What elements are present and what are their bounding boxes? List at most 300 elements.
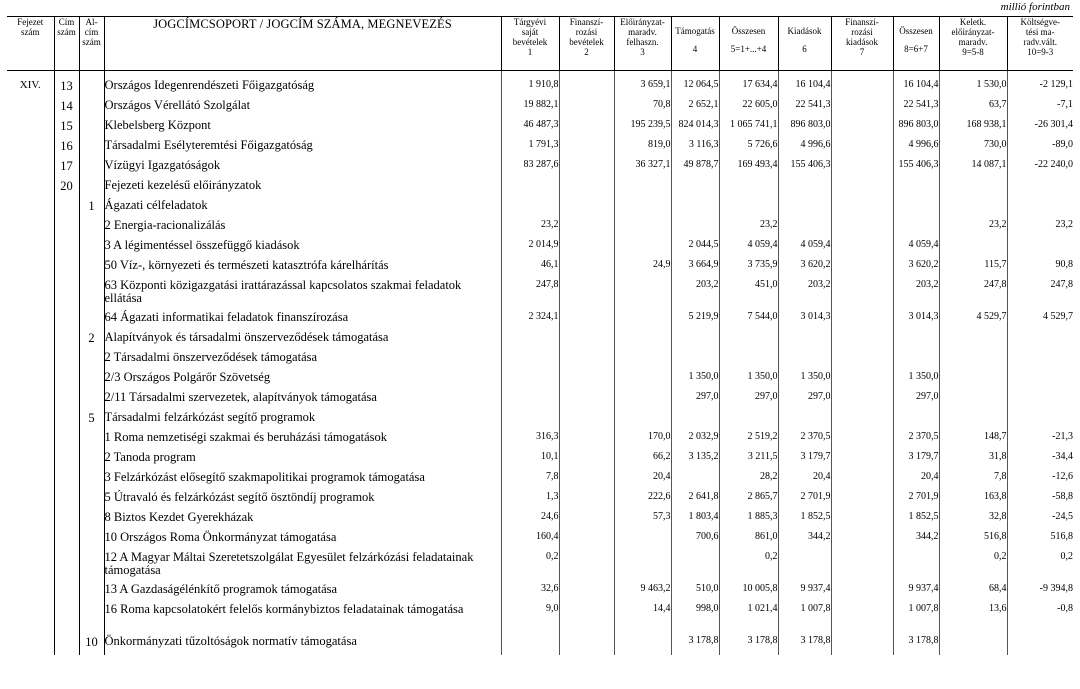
header-fejezet: Fejezet szám (7, 17, 54, 71)
value-col-4: 3 178,8 (671, 635, 719, 655)
value-col-10: -7,1 (1007, 99, 1073, 119)
value-col-5: 1 065 741,1 (719, 119, 778, 139)
table-row (7, 119, 1073, 139)
value-col-5: 22 605,0 (719, 99, 778, 119)
value-col-9: 23,2 (939, 219, 1007, 239)
value-col-5: 861,0 (719, 531, 778, 551)
value-col-4: 2 641,8 (671, 491, 719, 511)
jogcim-name: 2 Társadalmi önszerveződések támogatása (104, 351, 501, 371)
value-col-3: 70,8 (614, 99, 671, 119)
table-row (7, 583, 1073, 603)
value-col-1: 1 791,3 (501, 139, 559, 159)
fejezet-cell (7, 279, 54, 311)
value-col-9 (939, 411, 1007, 431)
value-col-9: 13,6 (939, 603, 1007, 635)
value-col-2 (559, 371, 614, 391)
value-col-9: 4 529,7 (939, 311, 1007, 331)
value-col-2 (559, 431, 614, 451)
value-col-3 (614, 371, 671, 391)
value-col-1: 0,2 (501, 551, 559, 583)
value-col-2 (559, 311, 614, 331)
fejezet-cell (7, 371, 54, 391)
value-col-5: 28,2 (719, 471, 778, 491)
value-col-6: 3 014,3 (778, 311, 831, 331)
cim-cell (54, 431, 79, 451)
value-col-1: 23,2 (501, 219, 559, 239)
value-col-7 (831, 279, 893, 311)
value-col-4: 12 064,5 (671, 79, 719, 99)
fejezet-cell (7, 391, 54, 411)
jogcim-name: Társadalmi Esélyteremtési Főigazgatóság (104, 139, 501, 159)
fejezet-cell (7, 635, 54, 655)
cim-cell (54, 551, 79, 583)
value-col-6: 896 803,0 (778, 119, 831, 139)
table-row (7, 239, 1073, 259)
jogcim-name: Társadalmi felzárkózást segítő programok (104, 411, 501, 431)
value-col-4 (671, 351, 719, 371)
alcim-cell (79, 219, 104, 239)
alcim-cell (79, 159, 104, 179)
value-col-4 (671, 411, 719, 431)
jogcim-name: 50 Víz-, környezeti és természeti katasztrófa kárelhárítás (104, 259, 501, 279)
value-col-1: 9,0 (501, 603, 559, 635)
value-col-1: 2 324,1 (501, 311, 559, 331)
value-col-10: -24,5 (1007, 511, 1073, 531)
value-col-9: 31,8 (939, 451, 1007, 471)
value-col-8: 896 803,0 (893, 119, 939, 139)
value-col-10: -58,8 (1007, 491, 1073, 511)
alcim-cell (79, 351, 104, 371)
value-col-7 (831, 583, 893, 603)
value-col-10 (1007, 351, 1073, 371)
value-col-2 (559, 551, 614, 583)
value-col-5: 297,0 (719, 391, 778, 411)
value-col-10 (1007, 411, 1073, 431)
value-col-10 (1007, 331, 1073, 351)
value-col-5: 451,0 (719, 279, 778, 311)
value-col-6: 22 541,3 (778, 99, 831, 119)
value-col-2 (559, 411, 614, 431)
value-col-8: 4 059,4 (893, 239, 939, 259)
value-col-7 (831, 431, 893, 451)
value-col-9 (939, 351, 1007, 371)
value-col-7 (831, 159, 893, 179)
value-col-10: 23,2 (1007, 219, 1073, 239)
cim-cell (54, 635, 79, 655)
jogcim-name: Fejezeti kezelésű előirányzatok (104, 179, 501, 199)
value-col-10: -21,3 (1007, 431, 1073, 451)
value-col-4: 3 116,3 (671, 139, 719, 159)
value-col-2 (559, 603, 614, 635)
value-col-8: 155 406,3 (893, 159, 939, 179)
jogcim-name: 13 A Gazdaságélénkítő programok támogatása (104, 583, 501, 603)
jogcim-name: 63 Központi közigazgatási irattárazással kapcsolatos szakmai feladatok ellátása (104, 279, 501, 311)
value-col-1 (501, 371, 559, 391)
table-row (7, 159, 1073, 179)
value-col-1: 10,1 (501, 451, 559, 471)
value-col-3 (614, 351, 671, 371)
jogcim-name: Országos Vérellátó Szolgálat (104, 99, 501, 119)
fejezet-cell (7, 411, 54, 431)
header-col-10: Költségve- tési ma- radv.vált. 10=9-3 (1007, 17, 1073, 71)
alcim-cell: 5 (79, 411, 104, 431)
value-col-5: 3 735,9 (719, 259, 778, 279)
table-row (7, 411, 1073, 431)
cim-cell: 13 (54, 79, 79, 99)
value-col-6: 1 007,8 (778, 603, 831, 635)
value-col-9 (939, 239, 1007, 259)
fejezet-cell (7, 139, 54, 159)
value-col-6: 3 178,8 (778, 635, 831, 655)
value-col-9 (939, 331, 1007, 351)
fejezet-cell (7, 331, 54, 351)
fejezet-cell (7, 219, 54, 239)
value-col-8: 16 104,4 (893, 79, 939, 99)
value-col-3 (614, 531, 671, 551)
value-col-7 (831, 411, 893, 431)
value-col-10 (1007, 179, 1073, 199)
value-col-5 (719, 179, 778, 199)
header-col-2: Finanszí- rozási bevételek 2 (559, 17, 614, 71)
alcim-cell (79, 531, 104, 551)
value-col-2 (559, 219, 614, 239)
value-col-8: 4 996,6 (893, 139, 939, 159)
value-col-5: 3 178,8 (719, 635, 778, 655)
fejezet-cell: XIV. (19, 79, 41, 91)
alcim-cell (79, 603, 104, 635)
value-col-8 (893, 199, 939, 219)
value-col-3 (614, 179, 671, 199)
cim-cell (54, 603, 79, 635)
value-col-2 (559, 99, 614, 119)
value-col-1: 160,4 (501, 531, 559, 551)
jogcim-name: 2/11 Társadalmi szervezetek, alapítványok támogatása (104, 391, 501, 411)
value-col-4: 998,0 (671, 603, 719, 635)
value-col-3: 14,4 (614, 603, 671, 635)
value-col-3: 195 239,5 (614, 119, 671, 139)
value-col-4: 700,6 (671, 531, 719, 551)
value-col-10 (1007, 199, 1073, 219)
fejezet-cell (7, 119, 54, 139)
value-col-6: 20,4 (778, 471, 831, 491)
cim-cell (54, 583, 79, 603)
alcim-cell: 10 (79, 635, 104, 655)
value-col-3 (614, 279, 671, 311)
value-col-2 (559, 635, 614, 655)
value-col-9 (939, 199, 1007, 219)
value-col-4 (671, 471, 719, 491)
value-col-8: 22 541,3 (893, 99, 939, 119)
cim-cell: 20 (54, 179, 79, 199)
value-col-10: -34,4 (1007, 451, 1073, 471)
table-row (7, 603, 1073, 635)
value-col-8: 344,2 (893, 531, 939, 551)
value-col-3: 66,2 (614, 451, 671, 471)
value-col-10 (1007, 371, 1073, 391)
jogcim-name: Ágazati célfeladatok (104, 199, 501, 219)
value-col-6 (778, 219, 831, 239)
jogcim-name: 1 Roma nemzetiségi szakmai és beruházási támogatások (104, 431, 501, 451)
value-col-5: 7 544,0 (719, 311, 778, 331)
value-col-1 (501, 351, 559, 371)
value-col-10: 0,2 (1007, 551, 1073, 583)
cim-cell: 17 (54, 159, 79, 179)
alcim-cell (79, 491, 104, 511)
table-row (7, 491, 1073, 511)
table-row (7, 331, 1073, 351)
value-col-7 (831, 351, 893, 371)
table-row (7, 451, 1073, 471)
value-col-10: 90,8 (1007, 259, 1073, 279)
table-row (7, 179, 1073, 199)
value-col-8: 9 937,4 (893, 583, 939, 603)
table-row (7, 371, 1073, 391)
value-col-5: 23,2 (719, 219, 778, 239)
cim-cell (54, 331, 79, 351)
value-col-8 (893, 351, 939, 371)
jogcim-name: 5 Útravaló és felzárkózást segítő ösztöndíj programok (104, 491, 501, 511)
header-row (7, 17, 1073, 71)
value-col-3 (614, 411, 671, 431)
value-col-8: 1 007,8 (893, 603, 939, 635)
value-col-10: 4 529,7 (1007, 311, 1073, 331)
alcim-cell (79, 179, 104, 199)
value-col-5: 2 519,2 (719, 431, 778, 451)
value-col-5: 169 493,4 (719, 159, 778, 179)
value-col-4: 824 014,3 (671, 119, 719, 139)
table-row (7, 279, 1073, 311)
fejezet-cell (7, 311, 54, 331)
jogcim-name: 3 A légimentéssel összefüggő kiadások (104, 239, 501, 259)
value-col-7 (831, 471, 893, 491)
value-col-2 (559, 391, 614, 411)
value-col-1 (501, 331, 559, 351)
value-col-6: 4 996,6 (778, 139, 831, 159)
value-col-6: 1 350,0 (778, 371, 831, 391)
value-col-8: 2 701,9 (893, 491, 939, 511)
value-col-7 (831, 99, 893, 119)
alcim-cell (79, 471, 104, 491)
value-col-5: 17 634,4 (719, 79, 778, 99)
cim-cell (54, 351, 79, 371)
value-col-6: 16 104,4 (778, 79, 831, 99)
value-col-6 (778, 351, 831, 371)
table-row (7, 259, 1073, 279)
value-col-8: 297,0 (893, 391, 939, 411)
value-col-2 (559, 279, 614, 311)
value-col-3 (614, 551, 671, 583)
value-col-7 (831, 199, 893, 219)
value-col-7 (831, 603, 893, 635)
cim-cell: 15 (54, 119, 79, 139)
cim-cell: 16 (54, 139, 79, 159)
value-col-9: 1 530,0 (939, 79, 1007, 99)
value-col-6: 3 620,2 (778, 259, 831, 279)
table-row (7, 139, 1073, 159)
value-col-1 (501, 411, 559, 431)
value-col-6: 297,0 (778, 391, 831, 411)
alcim-cell (79, 139, 104, 159)
cim-cell (54, 471, 79, 491)
value-col-9: 7,8 (939, 471, 1007, 491)
value-col-7 (831, 239, 893, 259)
value-col-4: 5 219,9 (671, 311, 719, 331)
table-row (7, 635, 1073, 655)
value-col-9: 115,7 (939, 259, 1007, 279)
fejezet-cell (7, 351, 54, 371)
value-col-6 (778, 551, 831, 583)
value-col-3: 9 463,2 (614, 583, 671, 603)
cim-cell (54, 491, 79, 511)
value-col-5 (719, 351, 778, 371)
cim-cell (54, 411, 79, 431)
fejezet-cell (7, 239, 54, 259)
value-col-9: 168 938,1 (939, 119, 1007, 139)
value-col-10: -26 301,4 (1007, 119, 1073, 139)
value-col-2 (559, 511, 614, 531)
value-col-9 (939, 179, 1007, 199)
value-col-8: 1 852,5 (893, 511, 939, 531)
value-col-3: 57,3 (614, 511, 671, 531)
value-col-3 (614, 635, 671, 655)
header-col-4: Támogatás 4 (671, 17, 719, 71)
header-title: JOGCÍMCSOPORT / JOGCÍM SZÁMA, MEGNEVEZÉS (104, 17, 501, 71)
value-col-3: 36 327,1 (614, 159, 671, 179)
header-alcim: Al- cím szám (79, 17, 104, 71)
alcim-cell (79, 431, 104, 451)
value-col-5: 3 211,5 (719, 451, 778, 471)
jogcim-name: 10 Országos Roma Önkormányzat támogatása (104, 531, 501, 551)
value-col-7 (831, 331, 893, 351)
table-row (7, 219, 1073, 239)
alcim-cell (79, 511, 104, 531)
value-col-9 (939, 635, 1007, 655)
value-col-1 (501, 179, 559, 199)
value-col-3 (614, 331, 671, 351)
fejezet-cell (7, 199, 54, 219)
value-col-3 (614, 311, 671, 331)
jogcim-name: 64 Ágazati informatikai feladatok finanszírozása (104, 311, 501, 331)
alcim-cell (79, 119, 104, 139)
value-col-7 (831, 511, 893, 531)
value-col-4: 3 664,9 (671, 259, 719, 279)
value-col-8: 203,2 (893, 279, 939, 311)
value-col-8 (893, 219, 939, 239)
header-col-1: Tárgyévi saját bevételek 1 (501, 17, 559, 71)
alcim-cell: 2 (79, 331, 104, 351)
jogcim-name: 2/3 Országos Polgárőr Szövetség (104, 371, 501, 391)
value-col-2 (559, 239, 614, 259)
value-col-5 (719, 411, 778, 431)
cim-cell (54, 371, 79, 391)
value-col-1 (501, 635, 559, 655)
value-col-2 (559, 199, 614, 219)
value-col-1: 46 487,3 (501, 119, 559, 139)
fejezet-cell (7, 603, 54, 635)
value-col-10 (1007, 391, 1073, 411)
value-col-4: 203,2 (671, 279, 719, 311)
value-col-5 (719, 331, 778, 351)
cim-cell (54, 279, 79, 311)
jogcim-name: 16 Roma kapcsolatokért felelős kormánybiztos feladatainak támogatása (104, 603, 501, 635)
value-col-8 (893, 411, 939, 431)
value-col-9: 148,7 (939, 431, 1007, 451)
value-col-7 (831, 391, 893, 411)
alcim-cell (79, 279, 104, 311)
value-col-2 (559, 331, 614, 351)
value-col-8: 2 370,5 (893, 431, 939, 451)
header-col-8: Összesen 8=6+7 (893, 17, 939, 71)
value-col-4: 510,0 (671, 583, 719, 603)
value-col-9 (939, 371, 1007, 391)
value-col-10: -89,0 (1007, 139, 1073, 159)
jogcim-name: 12 A Magyar Máltai Szeretetszolgálat Egyesület felzárkózási feladatainak támogatása (104, 551, 501, 583)
value-col-4 (671, 179, 719, 199)
unit-label: millió forintban (1000, 1, 1070, 13)
value-col-4: 1 350,0 (671, 371, 719, 391)
jogcim-name: Önkormányzati tűzoltóságok normatív támogatása (104, 635, 501, 655)
value-col-3: 24,9 (614, 259, 671, 279)
value-col-4 (671, 331, 719, 351)
value-col-5: 2 865,7 (719, 491, 778, 511)
cim-cell (54, 531, 79, 551)
value-col-6: 2 370,5 (778, 431, 831, 451)
table-row (7, 391, 1073, 411)
fejezet-cell (7, 583, 54, 603)
value-col-1: 1 910,8 (501, 79, 559, 99)
value-col-10: -12,6 (1007, 471, 1073, 491)
value-col-5: 4 059,4 (719, 239, 778, 259)
alcim-cell (79, 371, 104, 391)
value-col-6: 9 937,4 (778, 583, 831, 603)
value-col-4: 1 803,4 (671, 511, 719, 531)
value-col-9: 730,0 (939, 139, 1007, 159)
value-col-8 (893, 179, 939, 199)
header-col-3: Előirányzat- maradv. felhaszn. 3 (614, 17, 671, 71)
value-col-7 (831, 79, 893, 99)
value-col-6: 155 406,3 (778, 159, 831, 179)
value-col-2 (559, 351, 614, 371)
value-col-3 (614, 391, 671, 411)
value-col-9: 14 087,1 (939, 159, 1007, 179)
fejezet-cell (7, 491, 54, 511)
value-col-1: 247,8 (501, 279, 559, 311)
cim-cell (54, 199, 79, 219)
alcim-cell (79, 99, 104, 119)
value-col-7 (831, 551, 893, 583)
alcim-cell (79, 239, 104, 259)
header-cim: Cím szám (54, 17, 79, 71)
value-col-7 (831, 179, 893, 199)
fejezet-cell (7, 179, 54, 199)
value-col-4: 2 032,9 (671, 431, 719, 451)
fejezet-cell (7, 551, 54, 583)
value-col-2 (559, 451, 614, 471)
value-col-1: 316,3 (501, 431, 559, 451)
header-col-5: Összesen 5=1+...+4 (719, 17, 778, 71)
value-col-1: 2 014,9 (501, 239, 559, 259)
value-col-8 (893, 331, 939, 351)
value-col-4: 3 135,2 (671, 451, 719, 471)
value-col-6: 4 059,4 (778, 239, 831, 259)
value-col-5 (719, 199, 778, 219)
alcim-cell (79, 311, 104, 331)
value-col-6: 3 179,7 (778, 451, 831, 471)
value-col-6: 203,2 (778, 279, 831, 311)
value-col-2 (559, 139, 614, 159)
fejezet-cell (7, 451, 54, 471)
value-col-4 (671, 551, 719, 583)
